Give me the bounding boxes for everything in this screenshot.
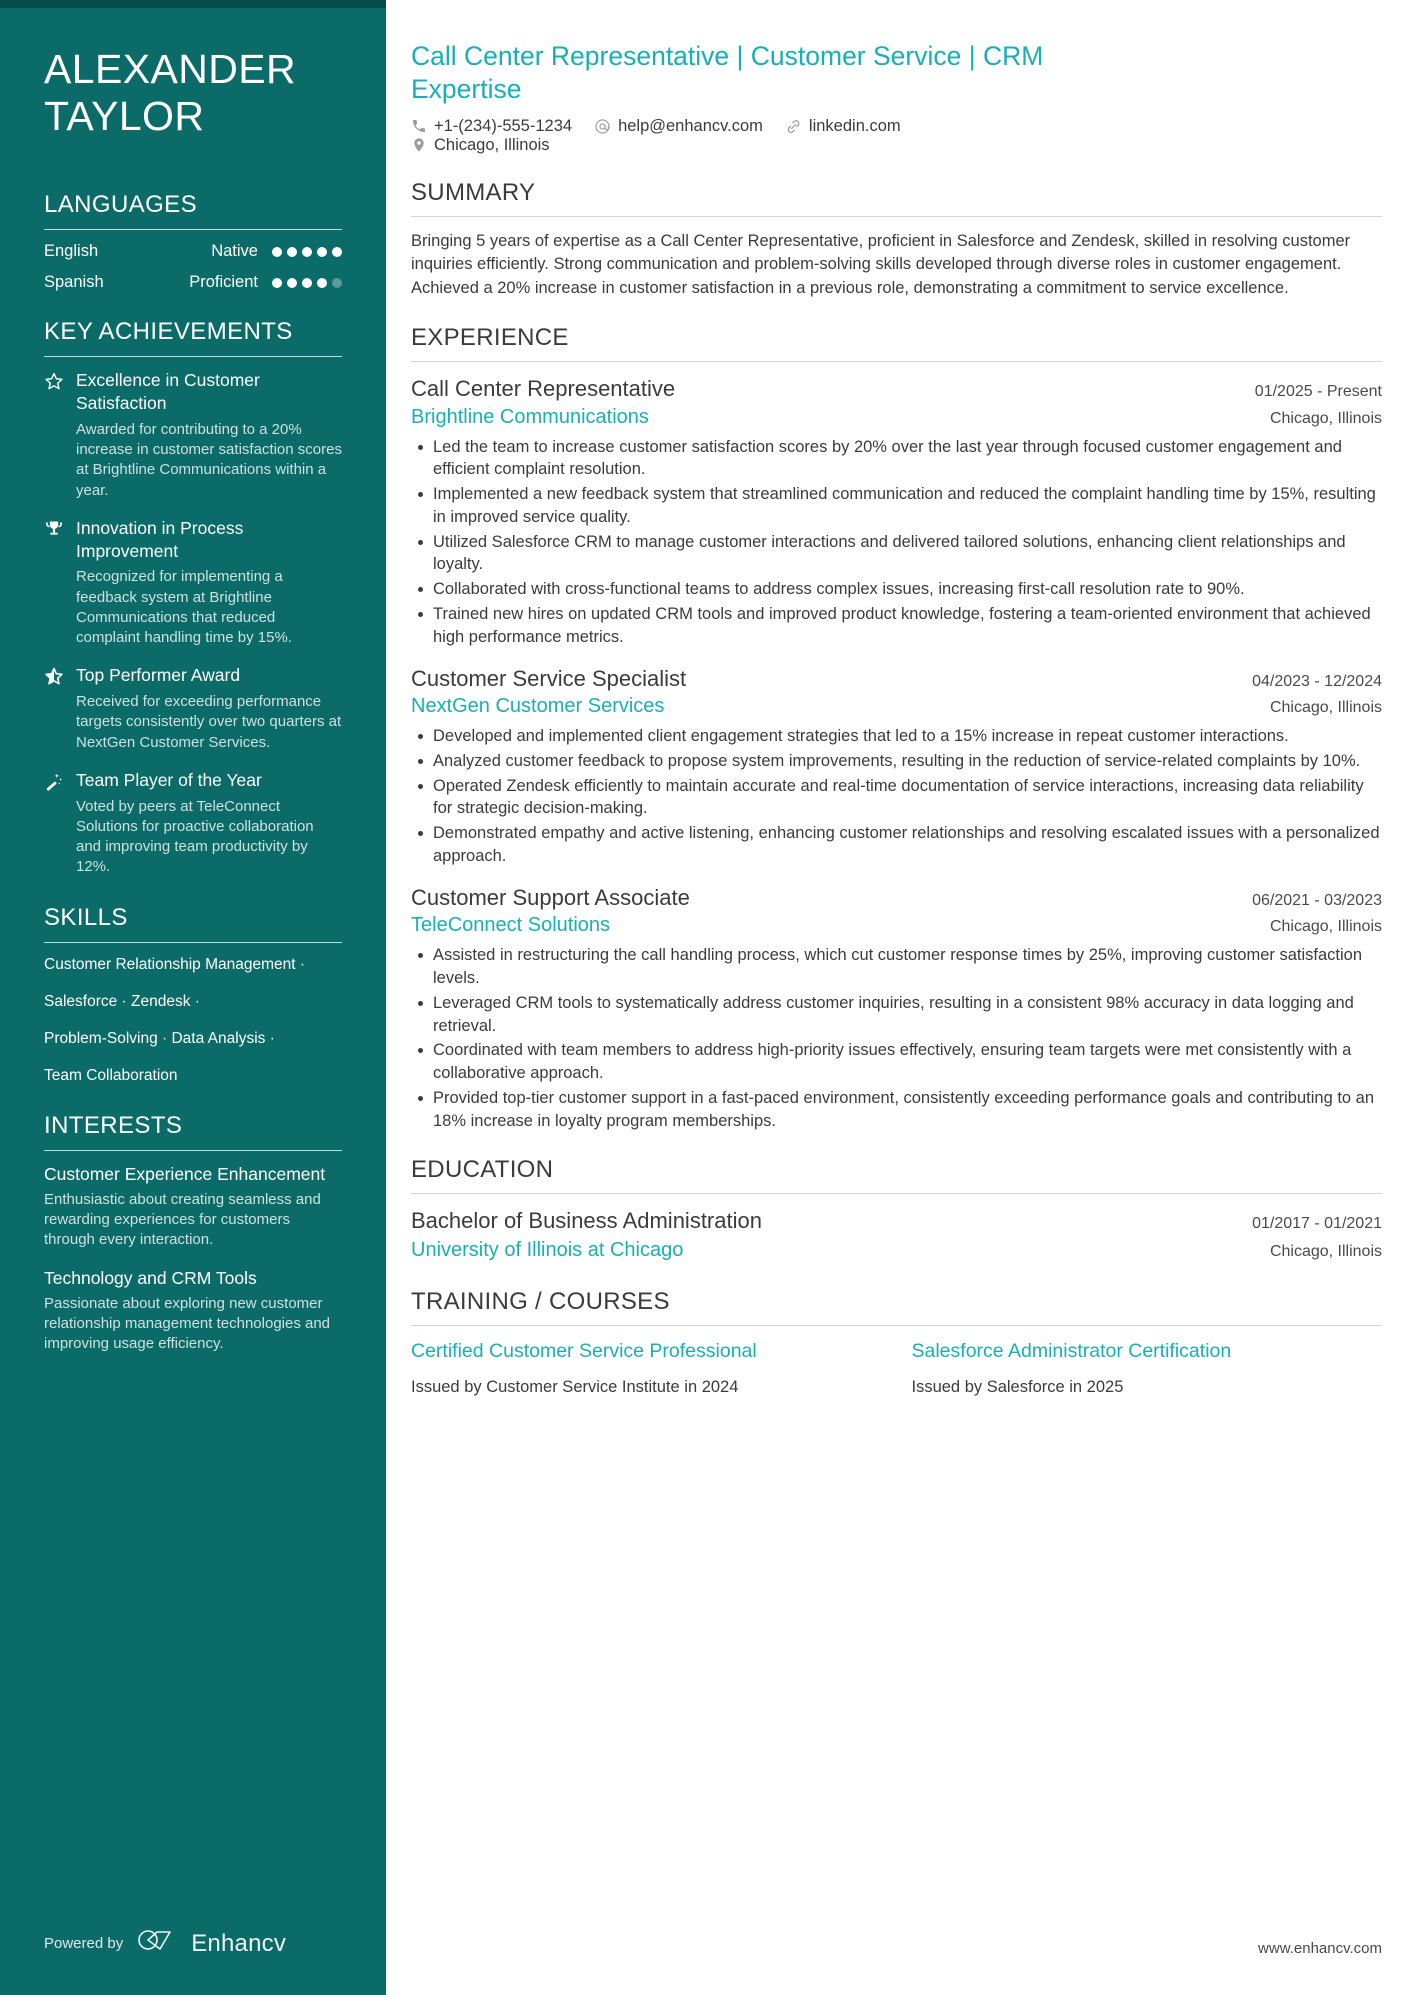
- job-entry: [411, 884, 1382, 1133]
- contact-text: Chicago, Illinois: [434, 135, 550, 154]
- skills-divider: [44, 942, 342, 943]
- language-name: English: [44, 242, 99, 261]
- interest-title: Customer Experience Enhancement: [44, 1164, 326, 1185]
- proficiency-dot: [317, 278, 327, 288]
- education-divider: [411, 1193, 1382, 1194]
- interest-description: Passionate about exploring new customer relationship management technologies and improving usage efficiency.: [44, 1294, 331, 1353]
- job-bullet: Assisted in restructuring the call handling process, which cut customer response times by 25%, improving customer satisfaction levels.: [411, 944, 1382, 990]
- skills-list: [44, 955, 342, 1087]
- achievement-icon: [44, 664, 76, 753]
- job-bullets: [411, 436, 1382, 649]
- summary-text: Bringing 5 years of expertise as a Call Center Representative, proficient in Salesforce and Zendesk, skilled in resolving customer inquiries efficiently. Strong communication and problem-solving skills developed through diverse roles in customer engagement. Achieved a 20% increase in customer satisfaction in a previous role, demonstrating a commitment to service excellence.: [411, 231, 1351, 297]
- job-location: Chicago, Illinois: [1269, 699, 1382, 717]
- achievement-icon: [44, 369, 76, 501]
- section-education: [411, 1156, 1382, 1264]
- enhancv-wordmark: Enhancv: [191, 1929, 287, 1957]
- education-school: University of Illinois at Chicago: [411, 1239, 684, 1261]
- language-level: Proficient: [189, 273, 258, 292]
- achievement-description: Voted by peers at TeleConnect Solutions for proactive collaboration and improving team productivity by 12%.: [76, 797, 314, 876]
- achievement-icon: [44, 769, 76, 878]
- proficiency-dot: [287, 247, 297, 257]
- trophy-icon: [44, 519, 64, 649]
- proficiency-dot: [332, 278, 342, 288]
- job-bullet: Coordinated with team members to address high-priority issues effectively, ensuring team targets were met consistently with a collaborative approach.: [411, 1039, 1382, 1085]
- education-list: [411, 1207, 1382, 1264]
- star-outline-icon: [44, 371, 64, 501]
- achievement-item: [44, 769, 342, 878]
- education-entry: [411, 1207, 1382, 1264]
- summary-title: SUMMARY: [411, 178, 536, 206]
- job-bullets: [411, 944, 1382, 1132]
- language-row: [44, 242, 342, 261]
- star-half-icon: [44, 666, 64, 753]
- job-location: Chicago, Illinois: [1269, 409, 1382, 427]
- experience-title: EXPERIENCE: [411, 324, 569, 352]
- job-bullet: Developed and implemented client engagement strategies that led to a 15% increase in repeat customer interactions.: [411, 725, 1382, 748]
- experience-list: [411, 375, 1382, 1132]
- training-divider: [411, 1325, 1382, 1326]
- job-bullets: [411, 725, 1382, 868]
- language-name: Spanish: [44, 273, 104, 292]
- job-entry: [411, 375, 1382, 648]
- achievements-divider: [44, 356, 342, 357]
- section-interests: [44, 1112, 342, 1354]
- contact-item[interactable]: [411, 117, 572, 136]
- section-training-courses: [411, 1288, 1382, 1398]
- languages-list: [44, 242, 342, 292]
- powered-by-label: Powered by: [44, 1935, 124, 1952]
- language-proficiency-dots: [272, 278, 342, 288]
- skill-line: Problem-Solving · Data Analysis ·: [44, 1030, 275, 1047]
- interest-item: [44, 1267, 342, 1354]
- job-dates: 04/2023 - 12/2024: [1252, 672, 1382, 690]
- contact-list: [411, 117, 1382, 155]
- language-level: Native: [211, 242, 258, 261]
- proficiency-dot: [287, 278, 297, 288]
- section-experience: [411, 324, 1382, 1132]
- contact-text: linkedin.com: [808, 116, 901, 135]
- contact-text: help@enhancv.com: [618, 116, 763, 135]
- course-title: Salesforce Administrator Certification: [911, 1340, 1232, 1362]
- proficiency-dot: [332, 247, 342, 257]
- achievement-title: Innovation in Process Improvement: [76, 517, 244, 561]
- proficiency-dot: [272, 278, 282, 288]
- language-proficiency-dots: [272, 247, 342, 257]
- contact-item[interactable]: [411, 136, 1382, 155]
- interests-divider: [44, 1150, 342, 1151]
- section-skills: [44, 904, 342, 1087]
- headline: Call Center Representative | Customer Service | CRM Expertise: [411, 41, 1044, 105]
- summary-divider: [411, 216, 1382, 217]
- section-key-achievements: [44, 318, 342, 877]
- job-dates: 01/2025 - Present: [1254, 383, 1382, 401]
- achievements-title: KEY ACHIEVEMENTS: [44, 318, 293, 346]
- map-pin-icon: [411, 137, 427, 153]
- education-location: Chicago, Illinois: [1269, 1243, 1382, 1260]
- magic-wand-icon: [44, 771, 64, 878]
- language-row: [44, 273, 342, 292]
- achievement-title: Top Performer Award: [76, 665, 241, 686]
- interest-item: [44, 1163, 342, 1250]
- enhancv-brand: [137, 1928, 286, 1959]
- courses-list: [411, 1339, 1382, 1398]
- job-bullet: Provided top-tier customer support in a fast-paced environment, consistently exceeding performance goals and contributing to an 18% increase in loyalty program memberships.: [411, 1087, 1382, 1133]
- skill-line: Customer Relationship Management ·: [44, 955, 306, 973]
- enhancv-logo-icon: [137, 1928, 183, 1959]
- job-title: Call Center Representative: [411, 376, 676, 402]
- job-company: NextGen Customer Services: [411, 695, 665, 718]
- achievements-list: [44, 369, 342, 877]
- course-title: Certified Customer Service Professional: [411, 1340, 757, 1362]
- interest-title: Technology and CRM Tools: [44, 1268, 257, 1289]
- interest-description: Enthusiastic about creating seamless and rewarding experiences for customers through every interaction.: [44, 1190, 321, 1249]
- candidate-name: ALEXANDER TAYLOR: [44, 46, 296, 139]
- section-summary: [411, 179, 1382, 300]
- job-entry: [411, 665, 1382, 868]
- job-bullet: Leveraged CRM tools to systematically address customer inquiries, resulting in a consistent 98% accuracy in data logging and retrieval.: [411, 992, 1382, 1038]
- job-bullet: Led the team to increase customer satisfaction scores by 20% over the last year through focused customer engagement and efficient complaint resolution.: [411, 436, 1382, 482]
- achievement-icon: [44, 517, 76, 649]
- achievement-item: [44, 369, 342, 501]
- section-languages: [44, 191, 342, 292]
- skill-line: Team Collaboration: [44, 1067, 178, 1085]
- achievement-item: [44, 664, 342, 753]
- job-bullet: Utilized Salesforce CRM to manage customer interactions and delivered tailored solutions, enhancing client relationships and loyalty.: [411, 531, 1382, 577]
- job-bullet: Operated Zendesk efficiently to maintain accurate and real-time documentation of service interactions, increasing data reliability for strategic decision-making.: [411, 775, 1382, 821]
- link-icon: [785, 118, 802, 135]
- job-company: TeleConnect Solutions: [411, 914, 611, 937]
- experience-divider: [411, 361, 1382, 362]
- education-title: EDUCATION: [411, 1156, 554, 1184]
- job-location: Chicago, Illinois: [1269, 918, 1382, 936]
- contact-text: +1-(234)-555-1234: [434, 116, 573, 135]
- website-footer: www.enhancv.com: [1258, 1940, 1382, 1957]
- job-bullet: Collaborated with cross-functional teams to address complex issues, increasing first-call resolution rate to 90%.: [411, 578, 1382, 601]
- training-title: TRAINING / COURSES: [411, 1288, 670, 1315]
- job-title: Customer Service Specialist: [411, 665, 687, 691]
- course-description: Issued by Salesforce in 2025: [911, 1377, 1124, 1396]
- course-item: [411, 1339, 882, 1398]
- achievement-description: Awarded for contributing to a 20% increase in customer satisfaction scores at Brightline Communications within a year.: [76, 420, 342, 499]
- job-bullet: Implemented a new feedback system that streamlined communication and reduced the complaint handling time by 15%, resulting in improved service quality.: [411, 483, 1382, 529]
- at-email-icon: [594, 118, 611, 135]
- achievement-title: Excellence in Customer Satisfaction: [76, 370, 260, 414]
- contact-item[interactable]: [785, 117, 901, 136]
- proficiency-dot: [302, 278, 312, 288]
- achievement-item: [44, 517, 342, 649]
- proficiency-dot: [272, 247, 282, 257]
- job-bullet: Trained new hires on updated CRM tools and improved product knowledge, fostering a team-oriented environment that achieved high performance metrics.: [411, 603, 1382, 649]
- phone-icon: [411, 118, 427, 134]
- proficiency-dot: [302, 247, 312, 257]
- interests-list: [44, 1163, 342, 1354]
- languages-divider: [44, 229, 342, 230]
- course-description: Issued by Customer Service Institute in 2024: [411, 1377, 739, 1396]
- achievement-description: Recognized for implementing a feedback system at Brightline Communications that reduced complaint handling time by 15%.: [76, 568, 292, 647]
- job-title: Customer Support Associate: [411, 884, 690, 910]
- job-bullet: Analyzed customer feedback to propose system improvements, resulting in the reduction of service-related complaints by 10%.: [411, 750, 1382, 773]
- course-item: [912, 1339, 1383, 1398]
- achievement-title: Team Player of the Year: [76, 769, 262, 790]
- powered-by-footer: [44, 1928, 286, 1959]
- languages-title: LANGUAGES: [44, 191, 197, 219]
- job-dates: 06/2021 - 03/2023: [1252, 891, 1382, 909]
- main-content: [386, 0, 1410, 1995]
- job-bullet: Demonstrated empathy and active listening, enhancing customer relationships and resolving escalated issues with a personalized approach.: [411, 822, 1382, 868]
- job-company: Brightline Communications: [411, 405, 649, 428]
- sidebar: [0, 0, 386, 1995]
- education-dates: 01/2017 - 01/2021: [1252, 1215, 1382, 1233]
- proficiency-dot: [317, 247, 327, 257]
- skills-title: SKILLS: [44, 903, 128, 931]
- skill-line: Salesforce · Zendesk ·: [44, 992, 200, 1010]
- interests-title: INTERESTS: [44, 1112, 183, 1140]
- achievement-description: Received for exceeding performance targets consistently over two quarters at NextGen Customer Services.: [76, 693, 342, 751]
- contact-item[interactable]: [594, 117, 763, 136]
- education-degree: Bachelor of Business Administration: [411, 1208, 762, 1234]
